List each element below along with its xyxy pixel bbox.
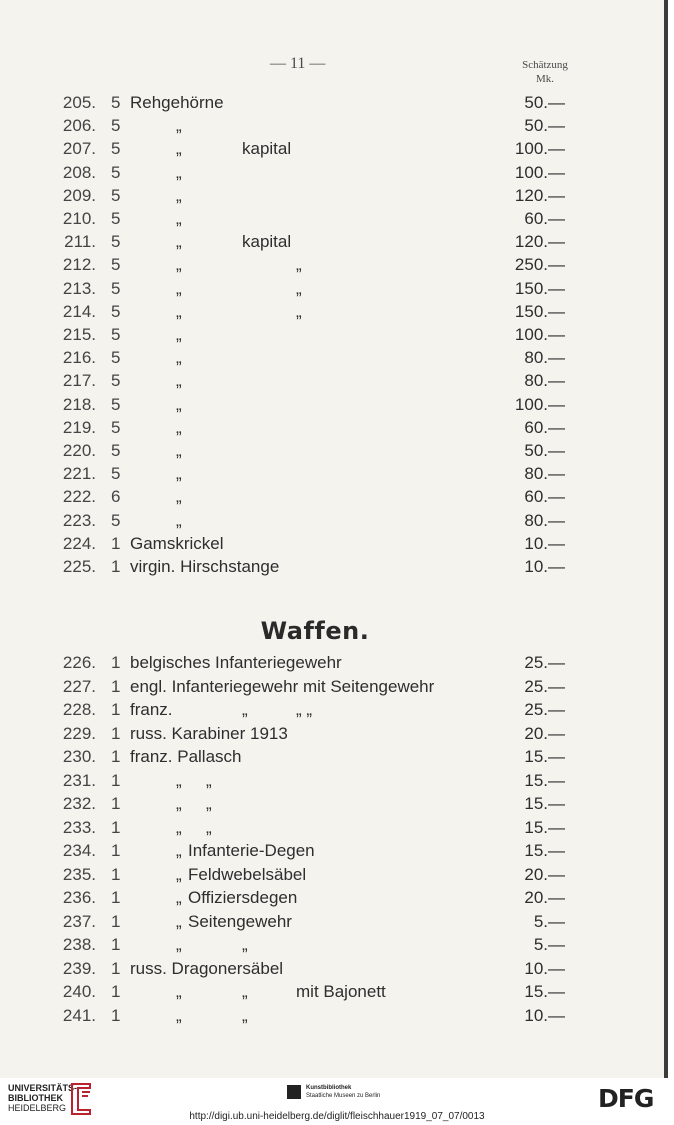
ditto-mark: „ (176, 464, 182, 484)
ditto-mark: „ (176, 394, 182, 414)
lot-number: 231. (62, 770, 96, 790)
lot-description-extra2: „ (296, 255, 302, 275)
lot-description: belgisches Infanteriegewehr (130, 653, 342, 672)
lot-description-cont: Feldwebelsäbel (188, 864, 307, 884)
lot-description: franz. Pallasch (130, 747, 242, 766)
lot-estimate: 20.— (524, 888, 565, 907)
ditto-mark: „ (176, 417, 182, 437)
lot-row (0, 114, 668, 137)
lot-description: engl. Infanteriegewehr mit Seitengewehr (130, 676, 435, 696)
ditto-mark: „ (206, 817, 212, 837)
lot-row (0, 816, 668, 839)
lot-row (0, 957, 668, 980)
lot-row (0, 439, 668, 462)
price-column-header (505, 58, 585, 86)
ditto-mark: „ (176, 864, 182, 884)
lot-quantity: 5 (111, 255, 121, 275)
lot-number: 222. (62, 487, 96, 507)
lot-number: 211. (64, 232, 96, 252)
lot-number: 205. (62, 93, 96, 112)
lot-estimate: 150.— (514, 278, 565, 298)
lot-number: 229. (62, 723, 96, 743)
lot-number: 228. (62, 700, 96, 719)
lot-number: 213. (62, 278, 96, 298)
lot-row (0, 910, 668, 933)
lot-description-cont: Infanterie-Degen (188, 841, 315, 860)
lot-row (0, 863, 668, 886)
lot-estimate: 150.— (514, 301, 565, 321)
page-number: — 11 — (270, 55, 326, 72)
permalink-url[interactable]: http://digi.ub.uni-heidelberg.de/diglit/fleischhauer1919_07_07/0013 (189, 1111, 485, 1122)
lot-row (0, 462, 668, 485)
lot-quantity: 1 (111, 841, 121, 860)
lot-estimate: 25.— (524, 653, 565, 672)
ditto-mark: „ (176, 911, 182, 931)
lot-row (0, 886, 668, 909)
lot-number: 234. (62, 841, 96, 860)
lot-number: 219. (62, 417, 96, 437)
lot-number: 232. (62, 794, 96, 813)
lot-description-extra2: „ „ (296, 700, 313, 719)
lot-estimate: 5.— (533, 935, 565, 954)
lot-quantity: 5 (111, 185, 121, 205)
lot-estimate: 100.— (514, 394, 565, 414)
ditto-mark: „ (176, 1005, 182, 1025)
lot-number: 218. (62, 394, 96, 414)
lot-estimate: 5.— (533, 911, 565, 931)
lot-number: 214. (62, 301, 96, 321)
lot-quantity: 1 (111, 557, 121, 576)
lot-row (0, 137, 668, 160)
ub-line1: UNIVERSITÄTS- (8, 1083, 78, 1093)
lot-estimate: 10.— (524, 533, 565, 553)
lot-estimate: 50.— (524, 93, 565, 112)
lot-description: virgin. Hirschstange (130, 557, 280, 576)
lot-row (0, 980, 668, 1003)
lot-estimate: 10.— (524, 557, 565, 576)
column-head-currency: Mk. (535, 73, 555, 85)
ditto-mark: „ (176, 888, 182, 907)
lot-quantity: 1 (111, 911, 121, 931)
lot-quantity: 5 (111, 278, 121, 298)
ditto-mark: „ (176, 139, 182, 159)
lot-estimate: 100.— (514, 325, 565, 344)
ditto-mark: „ (176, 185, 182, 205)
lot-estimate: 120.— (514, 232, 565, 252)
kb-line2: Staatliche Museen zu Berlin (306, 1093, 381, 1099)
ditto-mark: „ (176, 510, 182, 530)
lot-quantity: 5 (111, 417, 121, 437)
lot-quantity: 1 (111, 864, 121, 884)
ditto-mark: „ (176, 278, 182, 298)
lot-estimate: 50.— (524, 116, 565, 136)
ditto-mark: „ (176, 325, 182, 344)
lot-estimate: 10.— (524, 1005, 565, 1025)
lot-row (0, 698, 668, 721)
ditto-mark: „ (206, 794, 212, 813)
lot-row (0, 509, 668, 532)
lot-row (0, 323, 668, 346)
lot-estimate: 100.— (514, 139, 565, 159)
lot-number: 236. (62, 888, 96, 907)
lot-quantity: 1 (111, 935, 121, 954)
lot-quantity: 5 (111, 162, 121, 182)
lot-number: 215. (62, 325, 96, 344)
lot-row (0, 207, 668, 230)
lot-quantity: 5 (111, 510, 121, 530)
lot-row (0, 161, 668, 184)
lot-description-extra2: „ (296, 301, 302, 321)
ditto-mark: „ (176, 116, 182, 136)
lot-description-extra: „ (242, 700, 248, 719)
lot-description: russ. Dragonersäbel (130, 958, 284, 978)
lot-number: 209. (62, 185, 96, 205)
lot-estimate: 15.— (524, 841, 565, 860)
column-head-estimate: Schätzung (522, 59, 568, 71)
lot-number: 226. (62, 653, 96, 672)
lot-number: 212. (62, 255, 96, 275)
lot-estimate: 250.— (514, 255, 565, 275)
lot-quantity: 1 (111, 982, 121, 1001)
lot-row (0, 933, 668, 956)
lot-description: Gamskrickel (130, 533, 224, 553)
lot-quantity: 5 (111, 232, 121, 252)
ditto-mark: „ (176, 817, 182, 837)
lot-quantity: 5 (111, 139, 121, 159)
lot-estimate: 15.— (524, 770, 565, 790)
ub-line2: BIBLIOTHEK (8, 1093, 63, 1103)
lot-quantity: 1 (111, 747, 121, 766)
lot-quantity: 1 (111, 770, 121, 790)
lot-description-extra: kapital (242, 139, 292, 159)
ditto-mark: „ (176, 255, 182, 275)
lot-quantity: 1 (111, 1005, 121, 1025)
ditto-mark: „ (176, 162, 182, 182)
lot-quantity: 1 (111, 676, 121, 696)
ditto-mark: „ (176, 441, 182, 460)
lot-estimate: 60.— (524, 487, 565, 507)
ditto-mark: „ (176, 935, 182, 954)
lot-quantity: 6 (111, 487, 121, 507)
lot-estimate: 20.— (524, 864, 565, 884)
section-heading: Waffen. (260, 617, 370, 645)
ditto-mark: „ (176, 770, 182, 790)
lot-row (0, 722, 668, 745)
lot-row (0, 346, 668, 369)
lot-number: 225. (62, 557, 96, 576)
lot-number: 235. (62, 864, 96, 884)
ditto-mark: „ (206, 770, 212, 790)
lot-quantity: 5 (111, 348, 121, 368)
lot-quantity: 5 (111, 301, 121, 321)
lot-estimate: 15.— (524, 794, 565, 813)
lot-row (0, 369, 668, 392)
lot-row (0, 184, 668, 207)
lot-quantity: 5 (111, 209, 121, 228)
ditto-mark: „ (176, 982, 182, 1001)
lot-quantity: 5 (111, 394, 121, 414)
lot-description-cont: Offiziersdegen (188, 888, 298, 907)
lot-row (0, 532, 668, 555)
lot-number: 237. (62, 911, 96, 931)
lot-number: 230. (62, 747, 96, 766)
ditto-mark: „ (176, 232, 182, 252)
lot-estimate: 25.— (524, 700, 565, 719)
lot-description-extra2: mit Bajonett (296, 982, 386, 1001)
lot-number: 227. (62, 676, 96, 696)
lot-quantity: 1 (111, 723, 121, 743)
lot-number: 208. (62, 162, 96, 182)
lot-number: 206. (62, 116, 96, 136)
lot-quantity: 5 (111, 325, 121, 344)
lot-row (0, 300, 668, 323)
lot-estimate: 80.— (524, 464, 565, 484)
lot-quantity: 1 (111, 817, 121, 837)
lot-number: 224. (62, 533, 96, 553)
lot-estimate: 60.— (524, 417, 565, 437)
kunstbibliothek-logo[interactable] (306, 1084, 380, 1100)
lot-description-extra: „ (242, 935, 248, 954)
lot-quantity: 5 (111, 441, 121, 460)
lot-row (0, 675, 668, 698)
lot-number: 233. (62, 817, 96, 837)
lot-estimate: 80.— (524, 371, 565, 391)
lot-description-extra: „ (242, 1005, 248, 1025)
lot-number: 217. (62, 371, 96, 391)
lot-quantity: 1 (111, 888, 121, 907)
lot-row (0, 416, 668, 439)
lot-number: 221. (62, 464, 96, 484)
lot-number: 210. (62, 209, 96, 228)
ditto-mark: „ (176, 841, 182, 860)
lot-description-extra: „ (242, 982, 248, 1001)
ditto-mark: „ (176, 301, 182, 321)
lot-description: Rehgehörne (130, 93, 224, 112)
lot-row (0, 277, 668, 300)
lot-number: 216. (62, 348, 96, 368)
lot-number: 207. (62, 139, 96, 159)
kb-line1: Kunstbibliothek (306, 1085, 352, 1091)
lot-quantity: 1 (111, 533, 121, 553)
lot-row (0, 91, 668, 114)
lot-row (0, 230, 668, 253)
lot-row (0, 485, 668, 508)
lot-estimate: 120.— (514, 185, 565, 205)
lot-quantity: 5 (111, 93, 121, 112)
ditto-mark: „ (176, 487, 182, 507)
ditto-mark: „ (176, 209, 182, 228)
ditto-mark: „ (176, 348, 182, 368)
lot-estimate: 10.— (524, 958, 565, 978)
lot-row (0, 769, 668, 792)
lot-row (0, 1004, 668, 1027)
lot-estimate: 20.— (524, 723, 565, 743)
lot-number: 239. (62, 958, 96, 978)
lot-row (0, 839, 668, 862)
lot-number: 241. (62, 1005, 96, 1025)
lot-estimate: 15.— (524, 817, 565, 837)
lot-number: 238. (62, 935, 96, 954)
lot-row (0, 792, 668, 815)
lot-estimate: 60.— (524, 209, 565, 228)
lot-number: 223. (62, 510, 96, 530)
lot-description-extra: kapital (242, 232, 292, 252)
lot-estimate: 15.— (524, 747, 565, 766)
lot-description: franz. (130, 700, 173, 719)
lot-estimate: 15.— (524, 982, 565, 1001)
lot-description-cont: Seitengewehr (188, 911, 292, 931)
lot-row (0, 253, 668, 276)
ditto-mark: „ (176, 371, 182, 391)
lot-estimate: 80.— (524, 510, 565, 530)
ditto-mark: „ (176, 794, 182, 813)
dfg-logo[interactable]: DFG (598, 1084, 654, 1113)
lot-row (0, 555, 668, 578)
lot-description-extra2: „ (296, 278, 302, 298)
lot-quantity: 1 (111, 653, 121, 672)
lot-estimate: 25.— (524, 676, 565, 696)
ub-heidelberg-logo[interactable] (8, 1083, 77, 1113)
lot-row (0, 393, 668, 416)
lot-quantity: 1 (111, 794, 121, 813)
kunstbibliothek-icon (287, 1085, 301, 1099)
lot-quantity: 5 (111, 371, 121, 391)
lot-row (0, 745, 668, 768)
ub-line3: HEIDELBERG (8, 1103, 67, 1113)
lot-description: russ. Karabiner 1913 (130, 723, 288, 743)
lot-quantity: 1 (111, 700, 121, 719)
lot-quantity: 1 (111, 958, 121, 978)
lot-estimate: 50.— (524, 441, 565, 460)
lot-quantity: 5 (111, 464, 121, 484)
lot-row (0, 651, 668, 674)
lot-number: 240. (62, 982, 96, 1001)
lot-estimate: 100.— (514, 162, 565, 182)
lot-number: 220. (62, 441, 96, 460)
lot-quantity: 5 (111, 116, 121, 136)
lot-estimate: 80.— (524, 348, 565, 368)
